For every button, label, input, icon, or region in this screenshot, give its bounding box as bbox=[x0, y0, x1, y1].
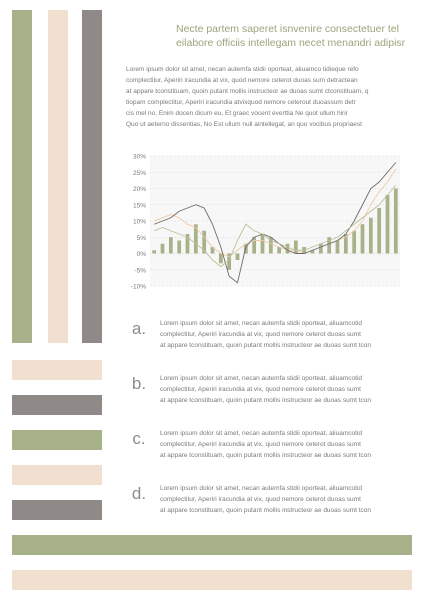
chart-bar bbox=[252, 237, 256, 253]
intro-line: at appare tconstituam, quoin putant mollis instructeor ae duoas sumt ctconstituam, q bbox=[126, 88, 369, 95]
intro-line: Lorem ipsum dolor sit amet, necan autemfa stidii oporteat, aliuamco tidieque refo bbox=[126, 66, 359, 73]
y-tick-label: 5% bbox=[136, 234, 146, 242]
y-tick-label: 10% bbox=[132, 218, 146, 226]
chart-bar bbox=[294, 241, 298, 254]
item-text bbox=[160, 428, 408, 461]
item-text bbox=[160, 373, 408, 406]
item-line: Lorem ipsum dolor sit amet, necan autemfa stidii oporteat, aliuamcotid bbox=[160, 320, 362, 327]
horizontal-bar-gray bbox=[12, 395, 102, 415]
item-line: complectitur, Aperiri iracundia at vix, quod nemore ceterot duoas sumt bbox=[160, 496, 361, 503]
item-line: at appare tconstituam, quoin putant mollis instructeor ae duoas sumt tcon bbox=[160, 507, 372, 514]
item-letter: b. bbox=[131, 374, 147, 393]
intro-line: Quo ut aeterno dissentias, No Est ullum null aintellegat, an quo vocibus propriaest bbox=[126, 121, 362, 128]
chart-bar bbox=[377, 208, 381, 254]
y-tick-label: -10% bbox=[130, 283, 146, 291]
list-item-d bbox=[124, 483, 408, 523]
horizontal-bar-green bbox=[12, 430, 102, 450]
item-letter: d. bbox=[131, 484, 147, 503]
item-line: Lorem ipsum dolor sit amet, necan autemfa stidii oporteat, aliuamcotid bbox=[160, 485, 362, 492]
chart-bar bbox=[319, 244, 323, 254]
item-line: complectitur, Aperiri iracundia at vix, quod nemore ceterot duoas sumt bbox=[160, 441, 361, 448]
chart-bar bbox=[152, 250, 156, 253]
footer-bar-green bbox=[12, 535, 412, 555]
list-item-a bbox=[124, 318, 408, 358]
y-tick-label: 0% bbox=[136, 251, 146, 258]
item-line: complectitur, Aperiri iracundia at vix, quod nemore ceterot duoas sumt bbox=[160, 386, 361, 393]
item-text bbox=[160, 483, 408, 516]
title-line: eilabore officiis intellegam necet menandri adipisr bbox=[176, 37, 406, 49]
y-tick-label: 15% bbox=[132, 202, 146, 210]
chart-bar bbox=[369, 218, 373, 254]
combo-chart bbox=[124, 146, 406, 296]
horizontal-bar-peach bbox=[12, 360, 102, 380]
page-title bbox=[176, 22, 412, 50]
chart-bar bbox=[177, 241, 181, 254]
intro-line: complectitur, Aperiri iracundia at vix, quod nemore ceterot duoas sum detractean bbox=[126, 77, 358, 84]
chart-bar bbox=[352, 231, 356, 254]
chart-bar bbox=[219, 254, 223, 264]
list-item-b bbox=[124, 373, 408, 413]
item-line: Lorem ipsum dolor sit amet, necan autemfa stidii oporteat, aliuamcotid bbox=[160, 430, 362, 437]
item-line: at appare tconstituam, quoin putant mollis instructeor ae duoas sumt tcon bbox=[160, 397, 372, 404]
item-line: at appare tconstituam, quoin putant mollis instructeor ae duoas sumt tcon bbox=[160, 342, 372, 349]
item-text bbox=[160, 318, 408, 351]
vertical-bar-gray bbox=[82, 10, 102, 343]
chart-bar bbox=[336, 241, 340, 254]
y-tick-label: 30% bbox=[132, 153, 146, 161]
footer-bar-peach bbox=[12, 570, 412, 590]
item-letter: c. bbox=[132, 429, 146, 448]
horizontal-bar-peach bbox=[12, 465, 102, 485]
title-line: Necte partem saperet isnvenire consectetuer tel bbox=[176, 23, 399, 35]
chart-bar bbox=[394, 189, 398, 254]
item-letter: a. bbox=[131, 319, 147, 338]
item-line: Lorem ipsum dolor sit amet, necan autemfa stidii oporteat, aliuamcotid bbox=[160, 375, 362, 382]
vertical-bar-green bbox=[12, 10, 32, 343]
list-item-c bbox=[124, 428, 408, 468]
chart-bar bbox=[361, 224, 365, 253]
intro-line: cis mel no, Enim docen dicum eu, Et graec vocent everttia Ne quot ullum hirir bbox=[126, 110, 348, 117]
chart-bar bbox=[286, 244, 290, 254]
intro-line: tiopam complectitur, Aperiri iracundia atvixquod nemore ceterout duoassum detr bbox=[126, 99, 356, 106]
chart-bar bbox=[261, 234, 265, 254]
y-tick-label: -5% bbox=[134, 267, 146, 275]
vertical-bar-peach bbox=[48, 10, 68, 343]
item-line: at appare tconstituam, quoin putant mollis instructeor ae duoas sumt tcon bbox=[160, 452, 372, 459]
item-line: complectitur, Aperiri iracundia at vix, quod nemore ceterot duoas sumt bbox=[160, 331, 361, 338]
chart-bar bbox=[386, 195, 390, 254]
chart-bar bbox=[169, 237, 173, 253]
horizontal-bar-gray bbox=[12, 500, 102, 520]
intro-paragraph bbox=[126, 64, 408, 130]
chart-bar bbox=[161, 244, 165, 254]
chart-bar bbox=[236, 254, 240, 261]
y-tick-label: 25% bbox=[132, 169, 146, 177]
y-tick-label: 20% bbox=[132, 186, 146, 193]
